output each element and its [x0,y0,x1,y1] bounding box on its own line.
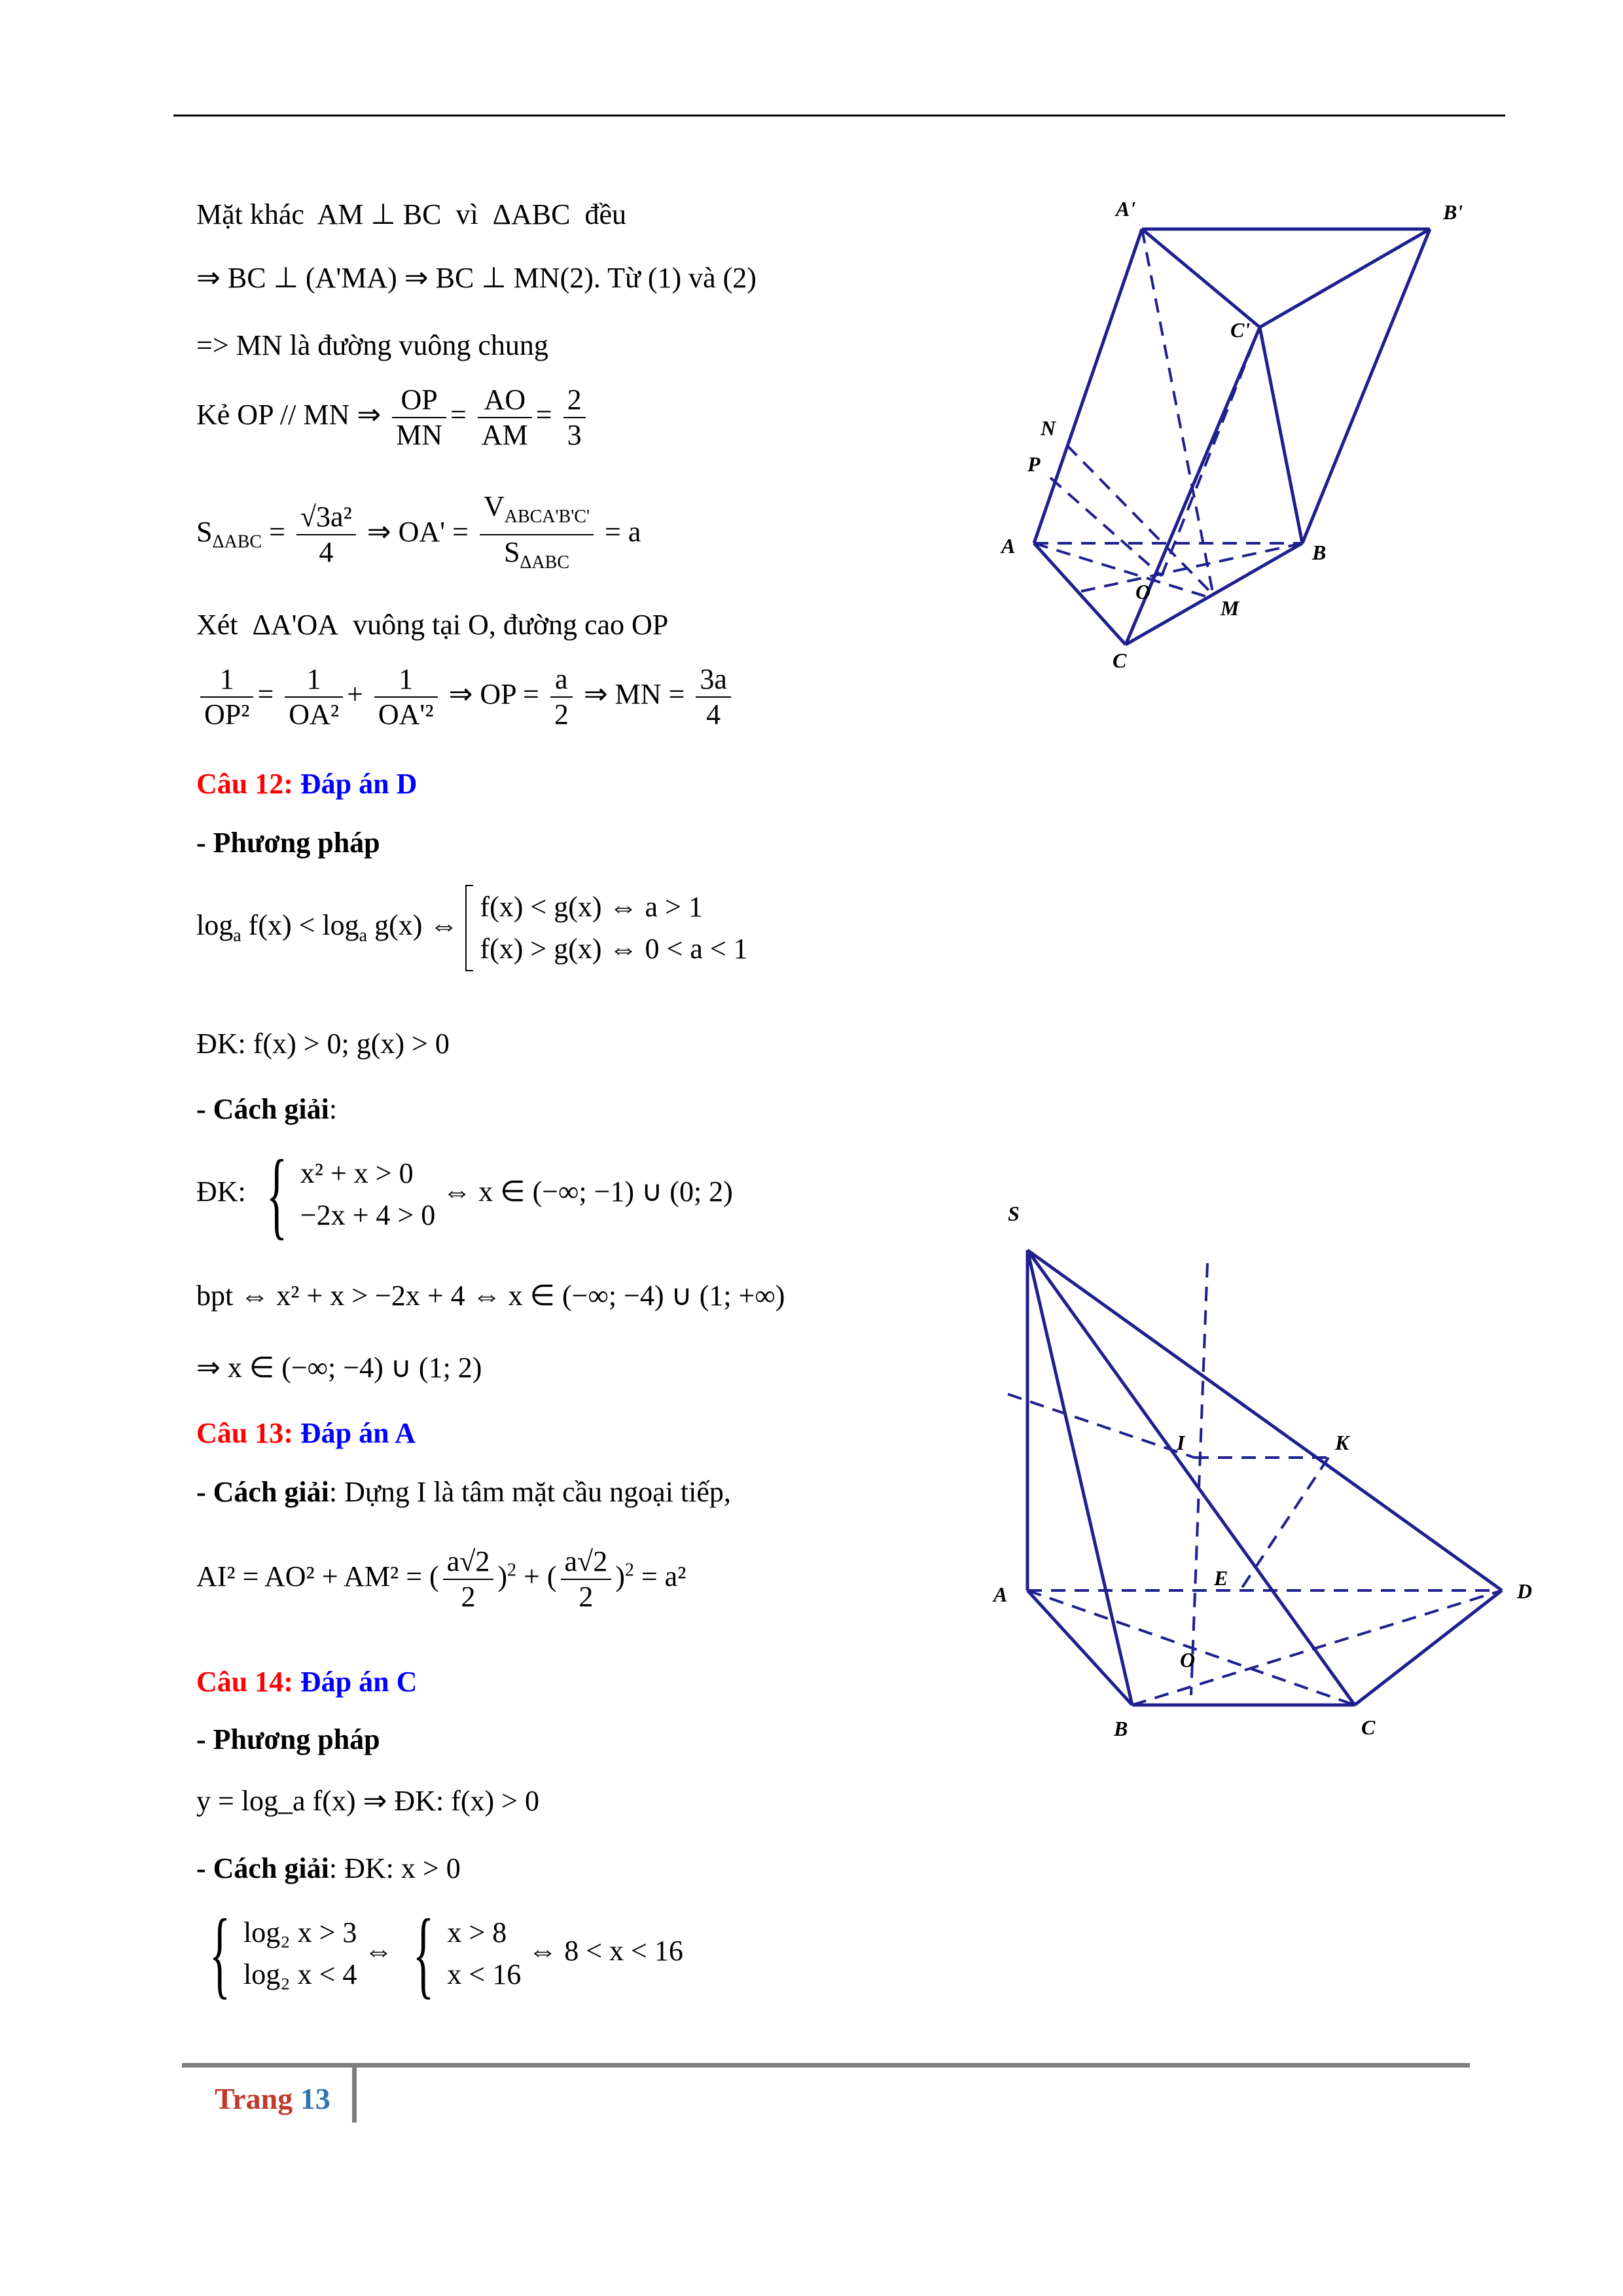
page-footer: Trang 13 [215,2082,330,2115]
log-inequality-formula: $\log_a f(x) < \log_a g(x)$ ⇔ f(x) < g(x) ⇔ a > 1 f(x) > g(x) ⇔ 0 < a < 1 [196,885,748,971]
text-line-3: => MN là đường vuông chung [196,329,548,361]
question-13-heading: Câu 13: Đáp án A [196,1417,416,1449]
condition-line: ĐK: f(x) > 0; g(x) > 0 [196,1028,450,1060]
svg-text:A: A [1001,534,1016,558]
svg-text:M: M [1221,596,1240,620]
svg-text:C: C [1113,649,1127,672]
svg-text:N: N [1041,416,1056,440]
footer-divider [352,2065,357,2123]
svg-text:A': A' [1116,197,1136,221]
svg-text:E: E [1214,1566,1228,1590]
svg-text:S: S [1008,1202,1020,1225]
svg-text:B: B [1312,541,1327,564]
prism-figure [969,190,1492,687]
solve-line: - Cách giải: ĐK: x > 0 [196,1852,461,1884]
question-14-heading: Câu 14: Đáp án C [196,1666,418,1698]
svg-text:O: O [1135,580,1151,603]
sphere-formula: AI² = AO² + AM² = ( $\frac{a√2}{2}$ )$^2$ + ( $\frac{a√2}{2}$ )$^2$ = a² [196,1545,687,1613]
result-line: ⇒ x ∈ (−∞; −4) ∪ (1; 2) [196,1352,482,1384]
fraction: $\frac{OP}{MN}$ [392,383,446,452]
text-line-2: ⇒ BC ⊥ (A'MA) ⇒ BC ⊥ MN(2). Từ (1) và (2) [196,262,757,294]
fraction: $\frac{\text{√3a²}}{4}$ [296,500,356,569]
question-12-heading: Câu 12: Đáp án D [196,768,418,800]
text-line-1: Mặt khác AM ⊥ BC vì ΔABC đều [196,198,626,230]
svg-text:A: A [993,1583,1008,1606]
header-rule [173,115,1505,117]
svg-text:B': B' [1443,200,1463,224]
svg-text:C': C' [1230,318,1251,342]
text-line-5: $S_{\Delta ABC}$ = $\frac{\text{√3a²}}{4}$ ⇒ OA' = $\frac{V_{ABCA'B'C'}}{S_{\Delta ABC}}$ = a [196,490,641,580]
footer-rule [182,2063,1470,2068]
method-heading: - Phương pháp [196,827,380,859]
inequality-line: bpt ⇔ x² + x > −2x + 4 ⇔ x ∈ (−∞; −4) ∪ (1; +∞) [196,1280,785,1312]
solve-line: - Cách giải: Dựng I là tâm mặt cầu ngoại tiếp, [196,1476,731,1508]
text-line-6: Xét ΔA'OA vuông tại O, đường cao OP [196,609,669,641]
fraction: $\frac{AO}{AM}$ [478,383,532,452]
text-line-7: $\frac{1}{\text{OP²}}$ = $\frac{1}{\text{OA²}}$ + $\frac{1}{\text{OA'²}}$ ⇒ OP = $\frac{a}{2}$ ⇒ MN = $\frac{3a}{4}$ [196,662,735,732]
domain-formula: y = log_a f(x) ⇒ ĐK: f(x) > 0 [196,1785,539,1817]
svg-text:I: I [1177,1431,1185,1454]
svg-text:B: B [1114,1717,1128,1740]
fraction: $\frac{V_{ABCA'B'C'}}{S_{\Delta ABC}}$ [480,490,594,580]
svg-text:D: D [1517,1579,1533,1603]
svg-text:C: C [1361,1715,1376,1739]
solve-heading: - Cách giải: [196,1093,338,1125]
pyramid-figure [969,1198,1558,1787]
svg-text:P: P [1027,452,1041,476]
svg-text:K: K [1335,1431,1349,1454]
log-system: { log₂ x > 3 log₂ x < 4 ⇔ { x > 8 x < 16 ⇔ 8 < x < 16 [209,1899,683,2008]
svg-text:O: O [1180,1648,1196,1672]
text-line-4: Kẻ OP // MN ⇒ $\frac{OP}{MN}$ = $\frac{AO}{AM}$ = $\frac{2}{3}$ [196,383,590,452]
method-heading: - Phương pháp [196,1723,380,1755]
condition-system: ĐK: { x² + x > 0 −2x + 4 > 0 ⇔ x ∈ (−∞; −1) ∪ (0; 2) [196,1140,733,1249]
fraction: $\frac{2}{3}$ [563,383,586,452]
